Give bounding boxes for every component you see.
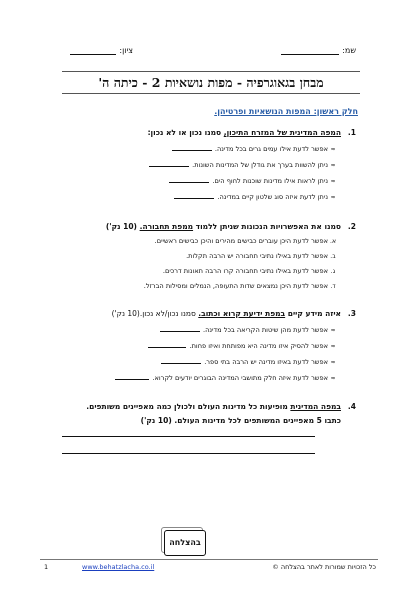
question-1: 1.המפה המדינית של המזרח התיכון, סמנו נכון או לא נכון:	[147, 128, 356, 137]
question-4: 4.במפה המדינית מופיעות כל מדינות העולם ולכולן כמה מאפיינים משותפים.	[86, 402, 356, 411]
bullet-icon: ≈	[330, 359, 336, 366]
answer-blank[interactable]	[169, 175, 209, 183]
q1-subject: המפה המדינית של המזרח התיכון,	[223, 128, 341, 137]
q1-item-2: ≈ניתן להשוות בערך את גודלן של המדינות השונות.	[149, 159, 338, 171]
q1-item-3: ≈ניתן לראות אילו מדינות שוכנות לחוף הים.	[169, 175, 338, 187]
q2-option-a[interactable]: א.אפשר לדעת היכן עוברים כבישים מהירים והיכן כבישים ראשיים.	[154, 237, 336, 245]
answer-blank[interactable]	[172, 143, 212, 151]
footer-link[interactable]	[82, 563, 154, 571]
bullet-icon: ≈	[330, 146, 336, 153]
grade-label: ציון:	[119, 46, 133, 55]
answer-blank[interactable]	[149, 159, 189, 167]
answer-line-1[interactable]	[62, 436, 315, 437]
answer-blank[interactable]	[174, 191, 214, 199]
bullet-icon: ≈	[330, 178, 336, 185]
answer-blank[interactable]	[161, 356, 201, 364]
bullet-icon: ≈	[330, 327, 336, 334]
q3-item-4: ≈אפשר לדעת איזה חלק מתושבי המדינה הבוגרים יודעים לקרוא.	[115, 372, 338, 384]
bullet-icon: ≈	[330, 162, 336, 169]
q3-subject: במפת ידיעת קרוא וכתוב.	[198, 309, 286, 318]
q2-option-c[interactable]: ג.אפשר לדעת באילו נתיבי תחבורה קרו הרבה תאונות דרכים.	[162, 267, 336, 275]
answer-blank[interactable]	[148, 340, 186, 348]
page-title: מבחן בגאוגרפיה - מפות נושאיות 2 - כיתה ה'	[62, 71, 360, 94]
q1-item-1: ≈אפשר לדעת אילו עמים גרים בכל מדינה.	[172, 143, 338, 155]
q2-subject: ממפת תחבורה.	[139, 222, 194, 231]
answer-line-2[interactable]	[62, 453, 315, 454]
q2-option-b[interactable]: ב.אפשר לדעת באילו נתיבי תחבורה יש הרבה תקלות.	[186, 252, 336, 260]
footer-divider	[40, 559, 378, 560]
answer-blank[interactable]	[160, 324, 200, 332]
bullet-icon: ≈	[330, 375, 336, 382]
footer-copyright: כל הזכויות שמורות לאתר בהצלחה ©	[272, 563, 376, 571]
behatzlacha-logo: בהצלחה	[164, 530, 206, 556]
name-input-line[interactable]	[281, 46, 339, 55]
q3-item-1: ≈אפשר לדעת מהן שיטות הקריאה בכל מדינה.	[160, 324, 338, 336]
name-field[interactable]	[281, 46, 356, 55]
question-3: 3.איזה מידע קיים במפת ידיעת קרוא וכתוב. סמנו נכון/לא נכון.(10 נק')	[111, 309, 356, 318]
q3-item-3: ≈אפשר לדעת באיזו מדינה יש הרבה בתי ספר.	[161, 356, 338, 368]
q4-subject: במפה המדינית	[290, 402, 341, 411]
name-label: שמ:	[342, 46, 356, 55]
page-number: 1	[44, 563, 49, 571]
q2-option-d[interactable]: ד.אפשר לדעת היכן נמצאים שדות התעופה, הנמלים ומסילות הברזל.	[143, 282, 336, 290]
bullet-icon: ≈	[330, 343, 336, 350]
grade-field[interactable]	[70, 46, 133, 55]
section-subtitle: חלק ראשון: המפות הנושאיות ופרטיהן.	[214, 107, 358, 116]
answer-blank[interactable]	[115, 372, 149, 380]
grade-input-line[interactable]	[70, 46, 116, 55]
question-2: 2.סמנו את האפשרויות הנכונות שניתן ללמוד ממפת תחבורה. (10 נק')	[105, 222, 356, 231]
q3-item-2: ≈אפשר להסיק איזו מדינה היא מפותחת ואיזו פחות.	[148, 340, 338, 352]
q1-item-4: ≈ניתן לדעת איזה סוג שלטון קיים במדינה.	[174, 191, 338, 203]
question-4-line-2: כתבו 5 מאפיינים המשותפים לכל מדינות העולם. (10 נק')	[140, 416, 341, 425]
site-url-link[interactable]: www.behatzlacha.co.il	[82, 563, 155, 571]
bullet-icon: ≈	[330, 194, 336, 201]
